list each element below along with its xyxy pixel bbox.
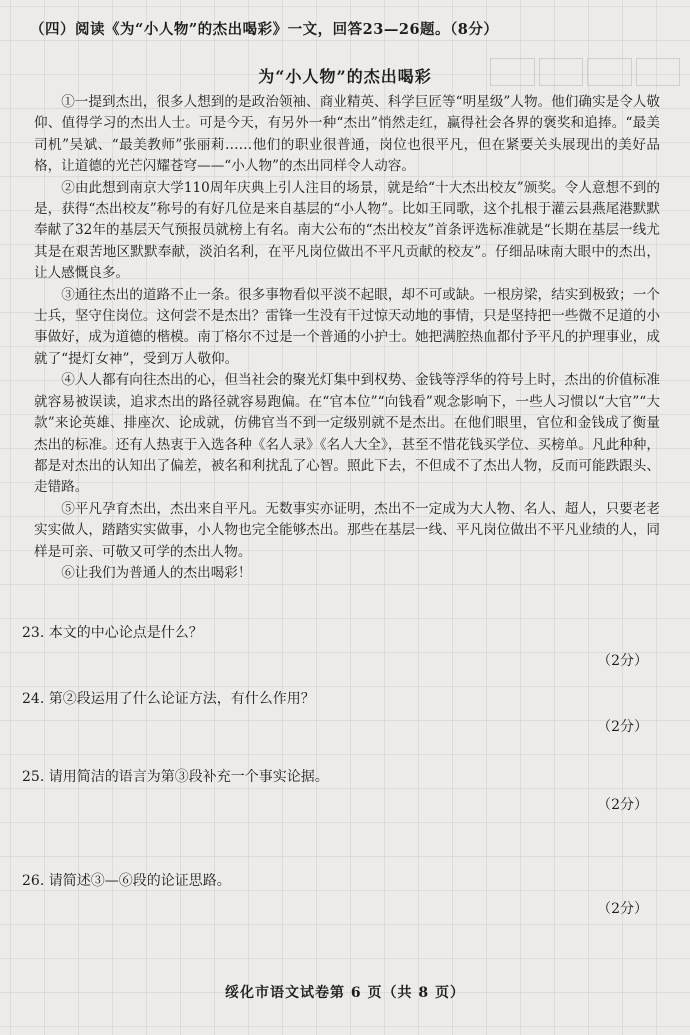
- question-text: 26. 请简述③—⑥段的论证思路。: [22, 873, 231, 889]
- question-text: 24. 第②段运用了什么论证方法，有什么作用？: [22, 691, 315, 707]
- paragraph-3: ③通往杰出的道路不止一条。很多事物看似平淡不起眼，却不可或缺。一根房梁，结实到极致；一个士兵，坚守住岗位。这何尝不是杰出？雷锋一生没有干过惊天动地的事情，只是坚持把一些微不足道的小事做好，成为道德的楷模。南丁格尔不过是一个普通的小护士。她把满腔热血都付予平凡的护理事业，成就了“提灯女神”，受到万人敬仰。: [34, 286, 660, 367]
- question-score: （2分）: [597, 719, 648, 735]
- question-score: （2分）: [597, 901, 648, 917]
- page-footer: 绥化市语文试卷第 6 页（共 8 页）: [225, 985, 465, 1001]
- question-26: [22, 868, 662, 917]
- article-title: 为“小人物”的杰出喝彩: [258, 67, 432, 86]
- article-body: [34, 92, 660, 584]
- question-score: （2分）: [597, 797, 648, 813]
- paragraph-2: ②由此想到南京大学110周年庆典上引人注目的场景，就是给“十大杰出校友”颁奖。令人意想不到的是，获得“杰出校友”称号的有好几位是来自基层的“小人物”。比如王同歌，这个扎根于灌云县燕尾港默默奉献了32年的基层天气预报员就榜上有名。南大公布的“杰出校友”首条评选标准就是“长期在基层一线尤其是在艰苦地区默默奉献，淡泊名利，在平凡岗位做出不平凡贡献的校友”。仔细品味南大眼中的杰出，让人感慨良多。: [34, 179, 660, 282]
- paragraph-5: ⑤平凡孕育杰出，杰出来自平凡。无数事实亦证明，杰出不一定成为大人物、名人、超人，只要老老实实做人，踏踏实实做事，小人物也完全能够杰出。那些在基层一线、平凡岗位做出不平凡业绩的人，同样是可亲、可敬又可学的杰出人物。: [34, 500, 660, 560]
- question-25: [22, 764, 662, 813]
- question-score: （2分）: [597, 653, 648, 669]
- question-24: [22, 686, 662, 735]
- question-text: 25. 请用简洁的语言为第③段补充一个事实论据。: [22, 769, 329, 785]
- question-text: 23. 本文的中心论点是什么？: [22, 625, 203, 641]
- question-23: [22, 620, 662, 669]
- paragraph-6: ⑥让我们为普通人的杰出喝彩！: [61, 564, 252, 581]
- paragraph-1: ①一提到杰出，很多人想到的是政治领袖、商业精英、科学巨匠等“明星级”人物。他们确实是令人敬仰、值得学习的杰出人士。可是今天，有另外一种“杰出”悄然走红，赢得社会各界的褒奖和追捧。“最美司机”吴斌、“最美教师”张丽莉……他们的职业很普通，岗位也很平凡，但在紧要关头展现出的美好品格，让道德的光芒闪耀苍穹——“小人物”的杰出同样令人动容。: [34, 94, 660, 175]
- section-heading: （四）阅读《为“小人物”的杰出喝彩》一文，回答23—26题。（8分）: [30, 21, 499, 38]
- paragraph-4: ④人人都有向往杰出的心，但当社会的聚光灯集中到权势、金钱等浮华的符号上时，杰出的价值标准就容易被误读，追求杰出的路径就容易跑偏。在“官本位”“向钱看”观念影响下，一些人习惯以“大官”“大款”来论英雄、排座次、论成就，仿佛官当不到一定级别就不是杰出。在他们眼里，官位和金钱成了衡量杰出的标准。还有人热衷于入选各种《名人录》《名人大全》，甚至不惜花钱买学位、买榜单。凡此种种，都是对杰出的认知出了偏差，被名和利扰乱了心智。照此下去，不但成不了杰出人物，反而可能跌跟头、走错路。: [34, 372, 660, 496]
